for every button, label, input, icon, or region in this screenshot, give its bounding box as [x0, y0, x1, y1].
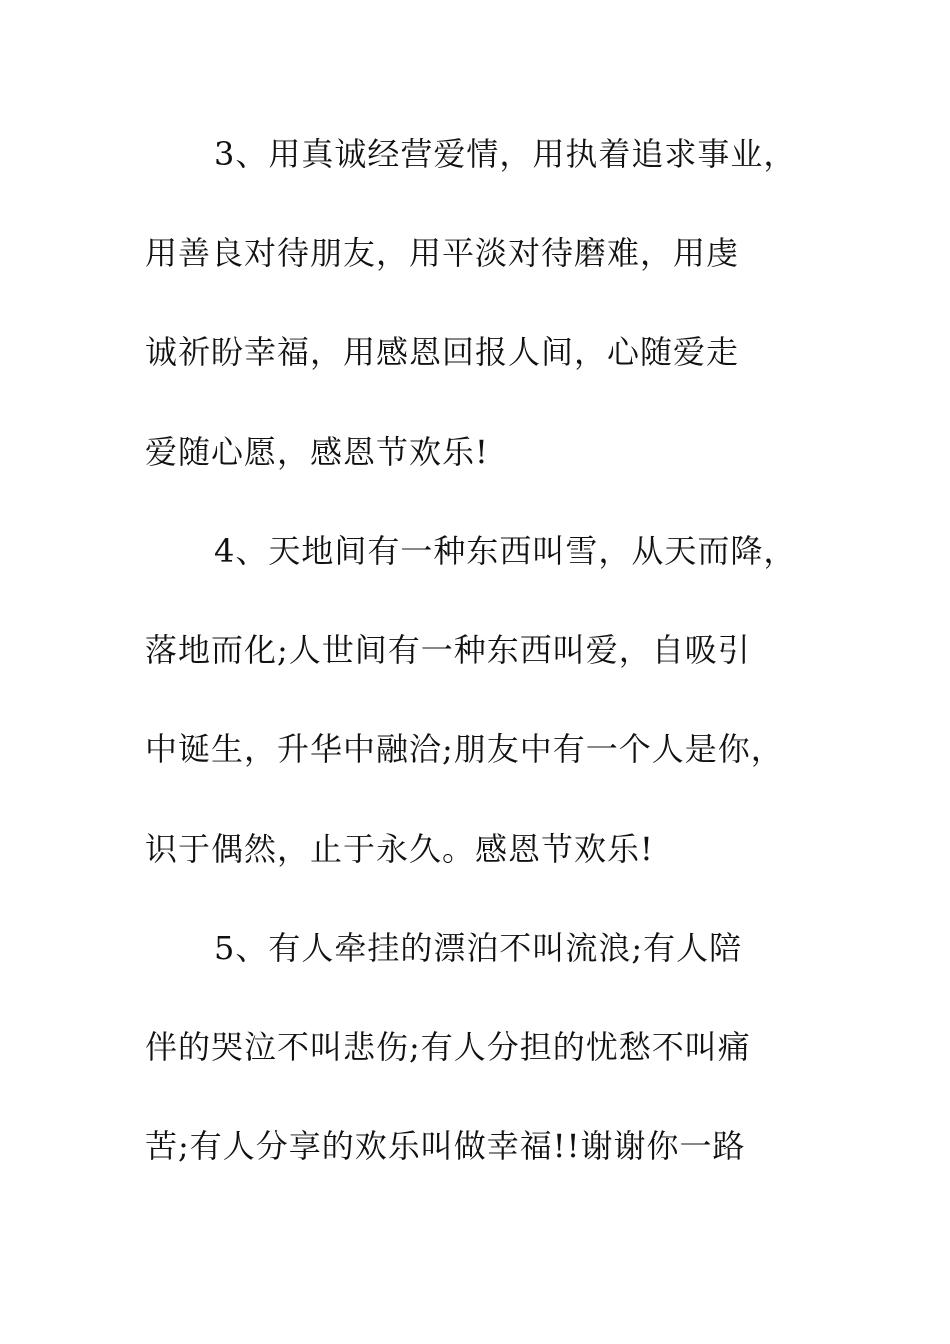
paragraph-3-line-2: 用善良对待朋友，用平淡对待磨难，用虔: [145, 234, 740, 272]
paragraph-3-line-3: 诚祈盼幸福，用感恩回报人间，心随爱走: [145, 333, 740, 371]
paragraph-3-line-1: 3、用真诚经营爱情，用执着追求事业，: [214, 135, 797, 173]
paragraph-5-line-3: 苦;有人分享的欢乐叫做幸福!!谢谢你一路: [145, 1127, 746, 1165]
paragraph-5-line-2: 伴的哭泣不叫悲伤;有人分担的忧愁不叫痛: [145, 1028, 751, 1066]
paragraph-4-line-2: 落地而化;人世间有一种东西叫爱，自吸引: [145, 631, 751, 669]
paragraph-5-line-1: 5、有人牵挂的漂泊不叫流浪;有人陪: [214, 929, 743, 967]
paragraph-4-line-3: 中诞生，升华中融洽;朋友中有一个人是你，: [145, 730, 784, 768]
paragraph-4-line-4: 识于偶然，止于永久。感恩节欢乐!: [145, 830, 654, 868]
paragraph-4-line-1: 4、天地间有一种东西叫雪，从天而降，: [214, 532, 797, 570]
paragraph-3-line-4: 爱随心愿，感恩节欢乐!: [145, 433, 489, 471]
